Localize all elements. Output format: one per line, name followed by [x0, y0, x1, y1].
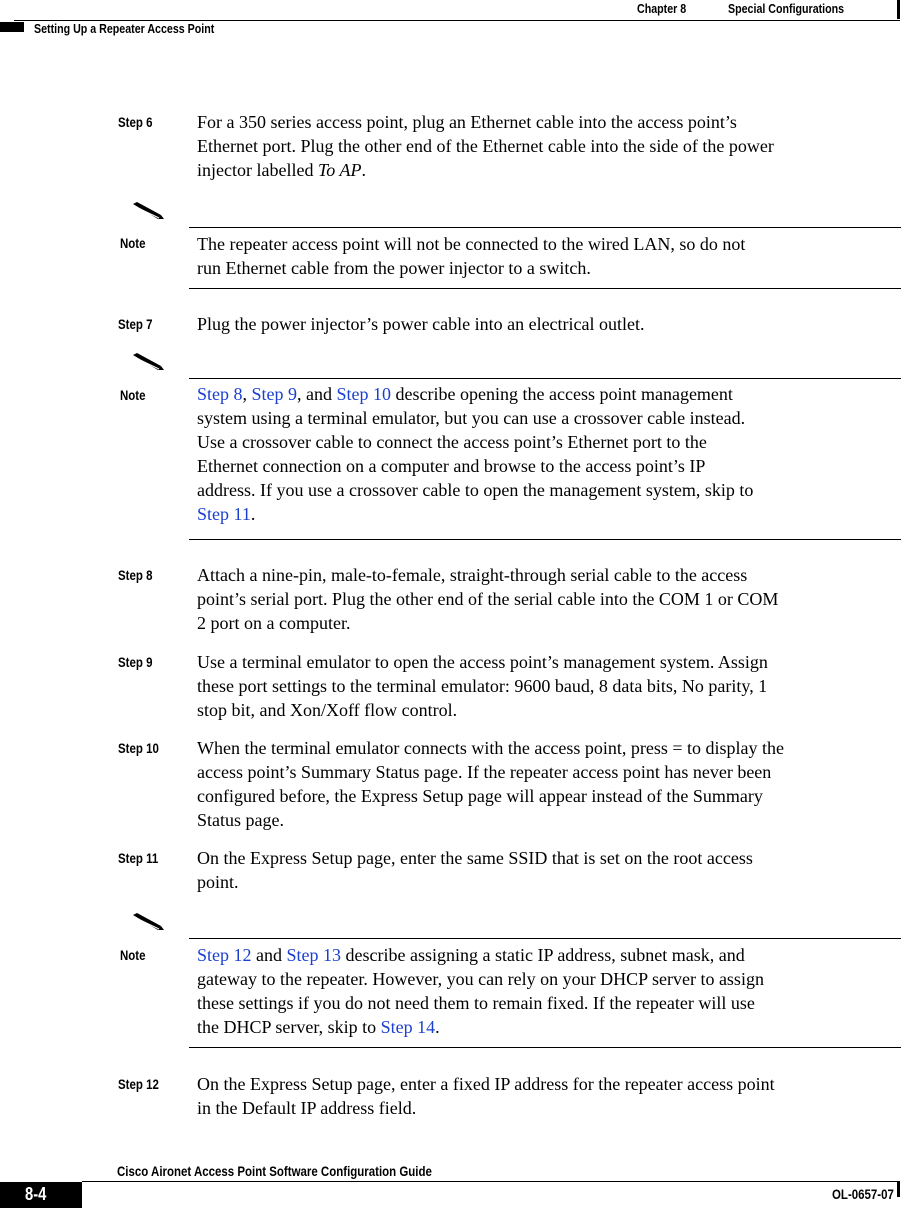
note-3-text: Step 12 and Step 13 describe assigning a static IP address, subnet mask, and gateway to the repeater. However, you can rely on your DHCP server to assign these settings if you do not need them to remain fixed. If the repeater will use the DHCP server, skip to Step 14. [197, 945, 764, 1037]
note-1-text: The repeater access point will not be connected to the wired LAN, so do not run Ethernet cable from the power injector to a switch. [197, 234, 746, 278]
link-step-8[interactable]: Step 8 [197, 384, 243, 404]
note-2-text: Step 8, Step 9, and Step 10 describe opening the access point management system using a terminal emulator, but you can use a crossover cable instead. Use a crossover cable to connect the access point’s Ethernet port to the Ethernet connection on a computer and browse to the access point’s IP address. If you use a crossover cable to open the management system, skip to Step 11. [197, 384, 754, 524]
link-step-10[interactable]: Step 10 [336, 384, 392, 404]
step-11-text: On the Express Setup page, enter the same SSID that is set on the root access point. [197, 848, 753, 892]
note-2-top-rule [189, 378, 901, 379]
step-9-label: Step 9 [118, 654, 153, 670]
step-11-label: Step 11 [118, 850, 159, 866]
step-10-label: Step 10 [118, 740, 159, 756]
step-6-text: For a 350 series access point, plug an Ethernet cable into the access point’s Ethernet port. Plug the other end of the Ethernet cable into the side of the power injector labelled To AP. [197, 112, 774, 180]
guide-title: Cisco Aironet Access Point Software Configuration Guide [117, 1163, 432, 1179]
to-ap-label: To AP [317, 160, 362, 180]
step-8-text: Attach a nine-pin, male-to-female, straight-through serial cable to the access point’s serial port. Plug the other end of the serial cable into the COM 1 or COM 2 port on a computer. [197, 565, 779, 633]
note-2-label: Note [120, 387, 146, 403]
header-right-bar [897, 0, 900, 19]
note-pencil-icon [131, 913, 165, 931]
note-2-bottom-rule [189, 539, 901, 540]
step-7-label: Step 7 [118, 316, 153, 332]
note-3-bottom-rule [189, 1047, 901, 1048]
note-3-top-rule [189, 938, 901, 939]
step-9-text: Use a terminal emulator to open the access point’s management system. Assign these port settings to the terminal emulator: 9600 baud, 8 data bits, No parity, 1 stop bit, and Xon/Xoff flow control. [197, 652, 768, 720]
step-6-label: Step 6 [118, 114, 153, 130]
step-8-label: Step 8 [118, 567, 153, 583]
chapter-label: Chapter 8 [637, 1, 687, 16]
note-1-bottom-rule [189, 288, 901, 289]
header-left-block [0, 22, 24, 32]
doc-id: OL-0657-07 [832, 1186, 894, 1202]
link-step-12[interactable]: Step 12 [197, 945, 252, 965]
step-10-text: When the terminal emulator connects with the access point, press = to display the access point’s Summary Status page. If the repeater access point has never been configured before, the Express Setup page will appear instead of the Summary Status page. [197, 738, 784, 830]
step-12-label: Step 12 [118, 1076, 159, 1092]
note-3-label: Note [120, 947, 146, 963]
footer-rule [82, 1181, 900, 1182]
footer-right-bar [897, 1182, 900, 1197]
link-step-14[interactable]: Step 14 [380, 1017, 436, 1037]
link-step-9[interactable]: Step 9 [251, 384, 298, 404]
note-1-label: Note [120, 235, 146, 251]
note-pencil-icon [131, 202, 165, 220]
link-step-11[interactable]: Step 11 [197, 504, 251, 524]
section-title: Setting Up a Repeater Access Point [34, 21, 215, 36]
page-number: 8-4 [25, 1184, 47, 1204]
note-pencil-icon [131, 353, 165, 371]
note-1-top-rule [189, 227, 901, 228]
step-12-text: On the Express Setup page, enter a fixed IP address for the repeater access point in the Default IP address field. [197, 1074, 775, 1118]
chapter-title: Special Configurations [728, 1, 845, 16]
link-step-13[interactable]: Step 13 [286, 945, 342, 965]
step-7-text: Plug the power injector’s power cable into an electrical outlet. [197, 314, 645, 334]
